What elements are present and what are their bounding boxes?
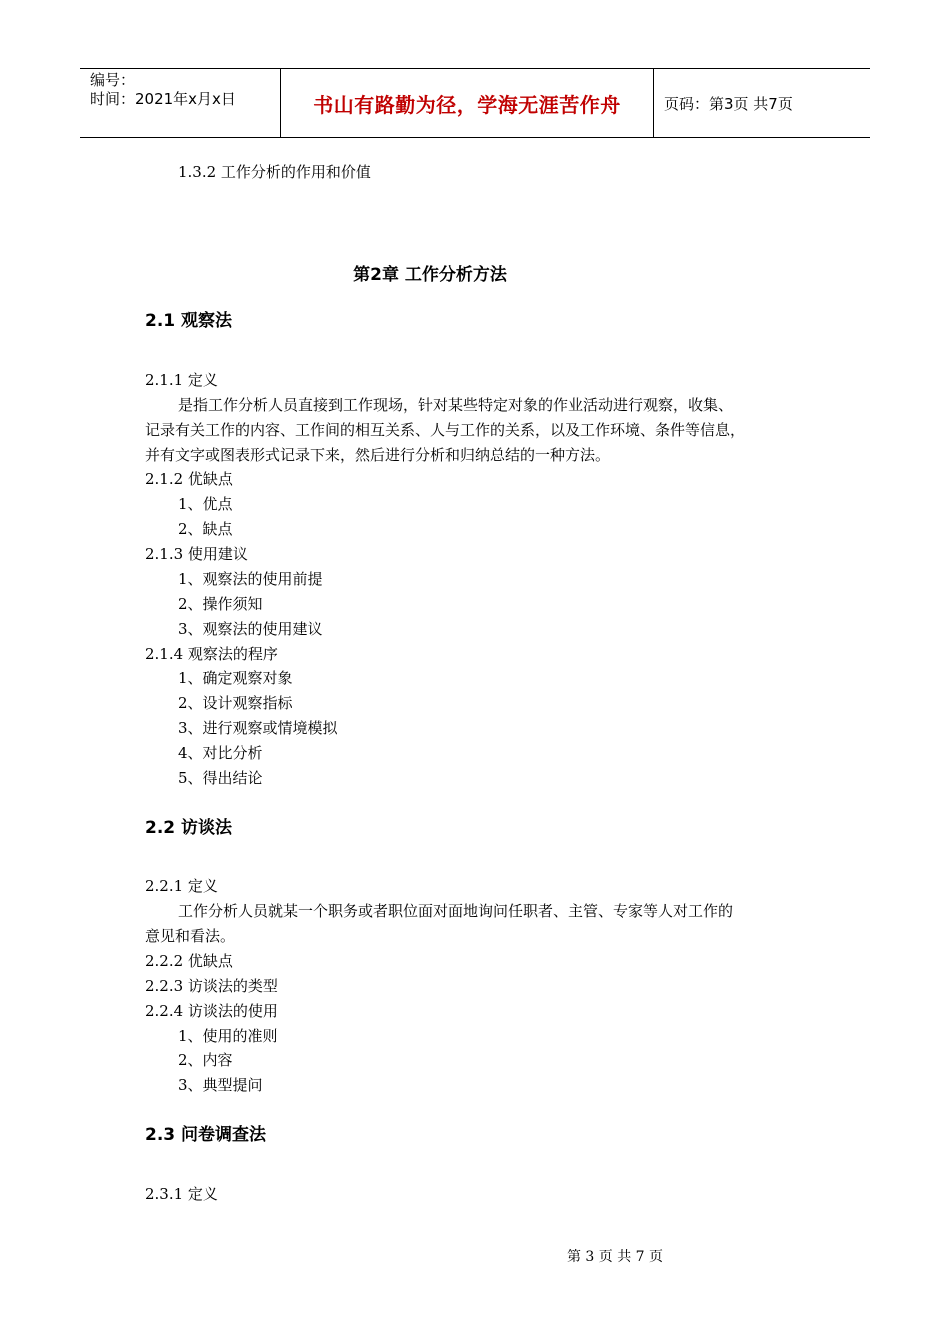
chapter-title: 第2章 工作分析方法 bbox=[353, 265, 507, 285]
list-item: 1、确定观察对象 bbox=[178, 669, 293, 687]
paragraph-line: 意见和看法。 bbox=[145, 927, 236, 945]
document-date-label: 时间：2021年x月x日 bbox=[90, 90, 236, 108]
paragraph-line: 记录有关工作的内容、工作间的相互关系、人与工作的关系，以及工作环境、条件等信息， bbox=[145, 421, 746, 439]
list-item: 1、观察法的使用前提 bbox=[178, 570, 323, 588]
list-item: 3、典型提问 bbox=[178, 1076, 263, 1094]
list-item: 2、设计观察指标 bbox=[178, 694, 293, 712]
paragraph-line: 并有文字或图表形式记录下来，然后进行分析和归纳总结的一种方法。 bbox=[145, 446, 611, 464]
header-motto: 书山有路勤为径，学海无涯苦作舟 bbox=[281, 69, 654, 137]
paragraph-line: 是指工作分析人员直接到工作现场，针对某些特定对象的作业活动进行观察，收集、 bbox=[178, 396, 734, 414]
header-table bbox=[80, 68, 870, 138]
subsection-2-1-4: 2.1.4 观察法的程序 bbox=[145, 645, 278, 663]
subsection-1-3-2: 1.3.2 工作分析的作用和价值 bbox=[178, 163, 371, 181]
subsection-2-1-3: 2.1.3 使用建议 bbox=[145, 545, 248, 563]
section-2-3-title: 2.3 问卷调查法 bbox=[145, 1125, 267, 1145]
page-footer: 第 3 页 共 7 页 bbox=[566, 1249, 664, 1265]
list-item: 2、内容 bbox=[178, 1051, 233, 1069]
header-page-code: 页码：第3页 共7页 bbox=[664, 94, 793, 113]
paragraph-line: 工作分析人员就某一个职务或者职位面对面地询问任职者、主管、专家等人对工作的 bbox=[178, 902, 734, 920]
list-item: 5、得出结论 bbox=[178, 769, 263, 787]
list-item: 3、观察法的使用建议 bbox=[178, 620, 323, 638]
subsection-2-2-1: 2.2.1 定义 bbox=[145, 877, 218, 895]
subsection-2-2-4: 2.2.4 访谈法的使用 bbox=[145, 1002, 278, 1020]
subsection-2-1-2: 2.1.2 优缺点 bbox=[145, 470, 233, 488]
subsection-2-2-3: 2.2.3 访谈法的类型 bbox=[145, 977, 278, 995]
subsection-2-1-1: 2.1.1 定义 bbox=[145, 371, 218, 389]
subsection-2-2-2: 2.2.2 优缺点 bbox=[145, 952, 233, 970]
list-item: 2、缺点 bbox=[178, 520, 233, 538]
header-left-cell bbox=[80, 69, 281, 137]
list-item: 3、进行观察或情境模拟 bbox=[178, 719, 338, 737]
list-item: 1、优点 bbox=[178, 495, 233, 513]
list-item: 4、对比分析 bbox=[178, 744, 263, 762]
section-2-1-title: 2.1 观察法 bbox=[145, 311, 233, 331]
document-number-label: 编号： bbox=[90, 71, 136, 89]
list-item: 1、使用的准则 bbox=[178, 1027, 278, 1045]
subsection-2-3-1: 2.3.1 定义 bbox=[145, 1185, 218, 1203]
list-item: 2、操作须知 bbox=[178, 595, 263, 613]
section-2-2-title: 2.2 访谈法 bbox=[145, 818, 233, 838]
